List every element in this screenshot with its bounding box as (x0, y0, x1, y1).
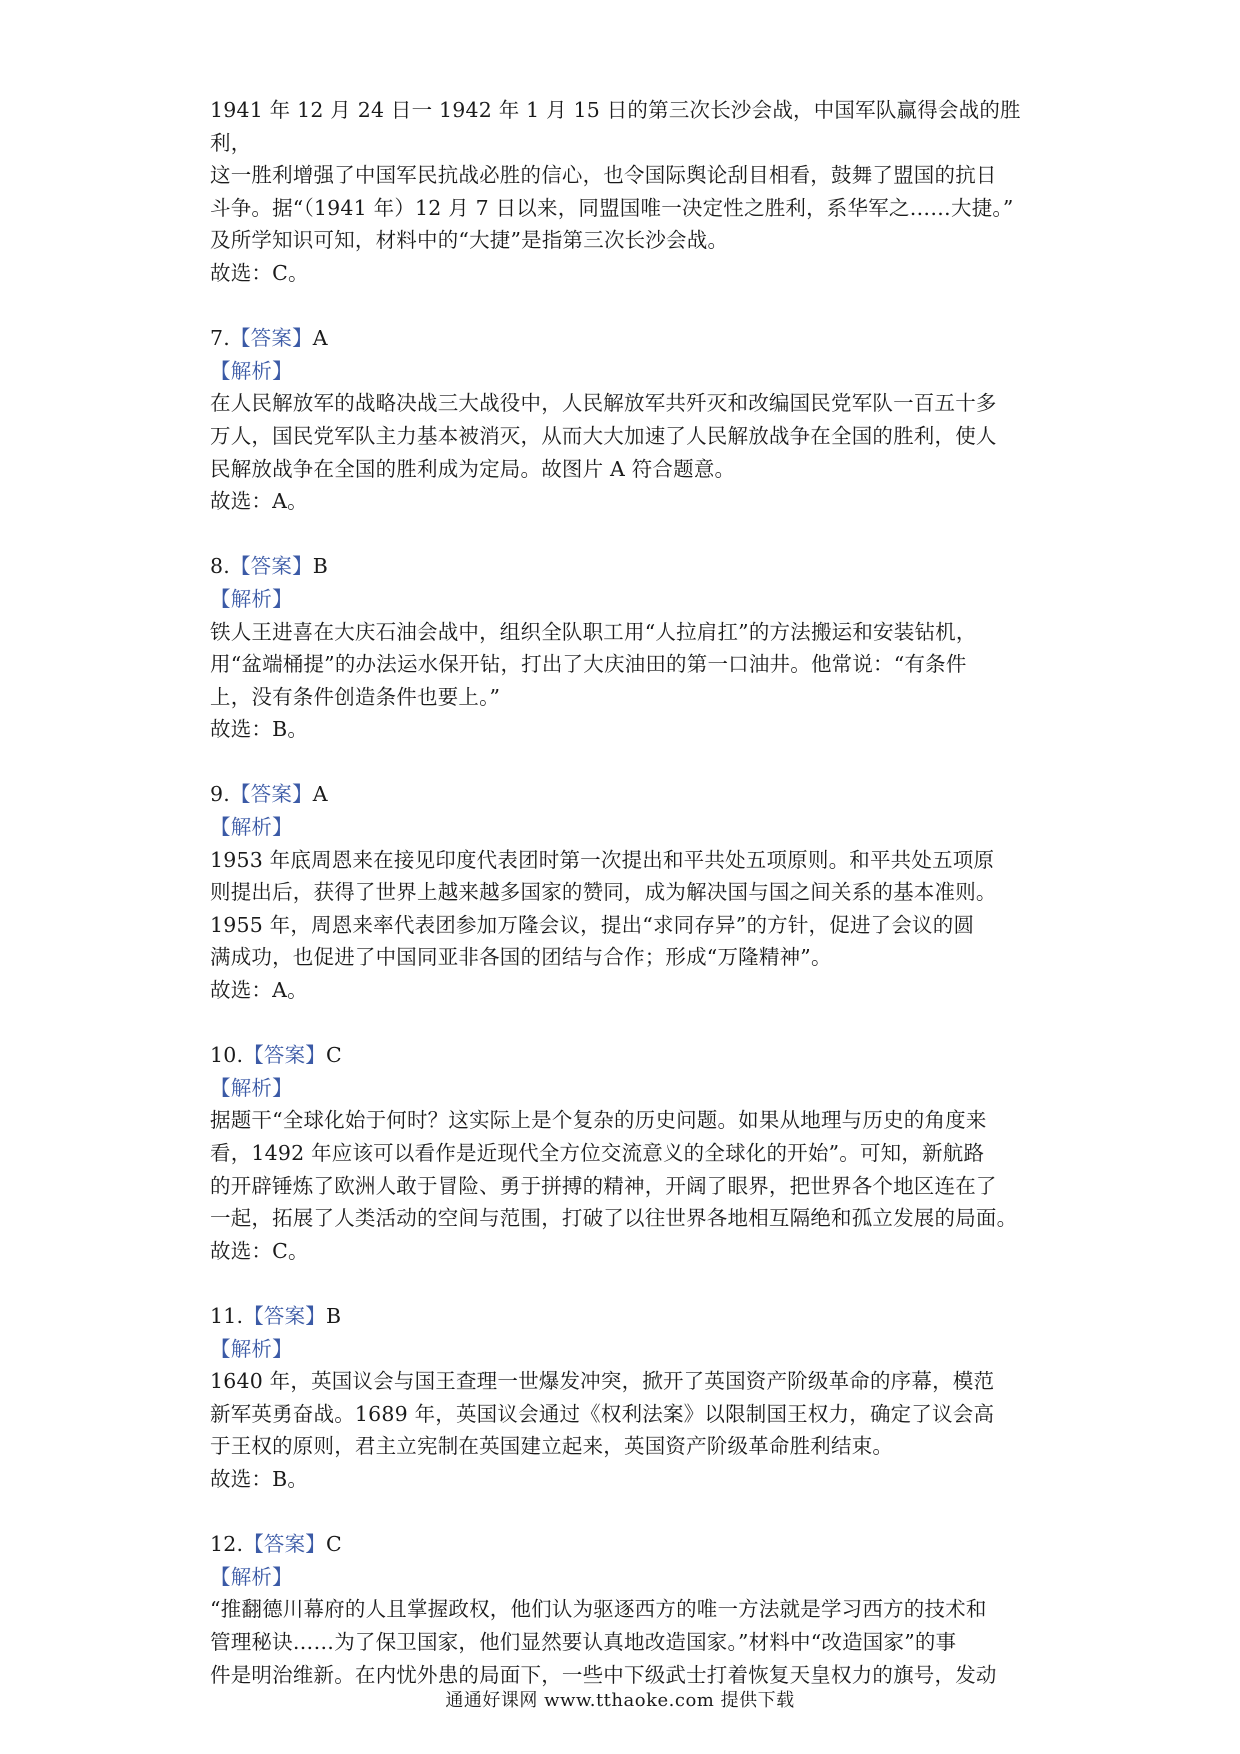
analysis-label: 【解析】 (210, 586, 293, 611)
choice-line: 故选：B。 (210, 717, 309, 742)
question-8 (210, 550, 1050, 746)
analysis-line: 据题干“全球化始于何时？这实际上是个复杂的历史问题。如果从地理与历史的角度来 (210, 1108, 987, 1133)
analysis-label: 【解析】 (210, 1075, 293, 1100)
answer-label: 【答案】 (229, 554, 313, 579)
answer-line (210, 550, 1050, 583)
answer-label: 【答案】 (243, 1532, 327, 1557)
analysis-line: 民解放战争在全国的胜利成为定局。故图片 A 符合题意。 (210, 456, 736, 481)
analysis-line: 管理秘诀……为了保卫国家，他们显然要认真地改造国家。”材料中“改造国家”的事 (210, 1629, 957, 1654)
answer-line (210, 778, 1050, 811)
question-12 (210, 1528, 1050, 1691)
analysis-line: 上，没有条件创造条件也要上。” (210, 684, 501, 709)
answer-label: 【答案】 (243, 1303, 327, 1328)
analysis-line: 新军英勇奋战。1689 年，英国议会通过《权利法案》以限制国王权力，确定了议会高 (210, 1401, 995, 1426)
intro-line: 1941 年 12 月 24 日一 1942 年 1 月 15 日的第三次长沙会战，中国军队赢得会战的胜利， (210, 98, 1021, 155)
question-number: 8. (210, 554, 230, 579)
analysis-line: 用“盆端桶提”的办法运水保开钻，打出了大庆油田的第一口油井。他常说：“有条件 (210, 652, 967, 677)
answer-value: A (312, 326, 328, 351)
analysis-label: 【解析】 (210, 815, 293, 840)
analysis-line: 1953 年底周恩来在接见印度代表团时第一次提出和平共处五项原则。和平共处五项原 (210, 847, 995, 872)
answer-line (210, 1528, 1050, 1561)
choice-line: 故选：A。 (210, 489, 308, 514)
intro-line: 及所学知识可知，材料中的“大捷”是指第三次长沙会战。 (210, 228, 729, 253)
question-number: 7. (210, 326, 230, 351)
answer-value: A (312, 782, 328, 807)
analysis-line: 的开辟锤炼了欧洲人敢于冒险、勇于拼搏的精神，开阔了眼界，把世界各个地区连在了 (210, 1173, 997, 1198)
analysis-line: 万人，国民党军队主力基本被消灭，从而大大加速了人民解放战争在全国的胜利，使人 (210, 423, 997, 448)
analysis-line: 一起，拓展了人类活动的空间与范围，打破了以往世界各地相互隔绝和孤立发展的局面。 (210, 1206, 1018, 1231)
analysis-label: 【解析】 (210, 358, 293, 383)
question-10 (210, 1039, 1050, 1267)
question-number: 11. (210, 1303, 244, 1328)
choice-line: 故选：B。 (210, 1466, 309, 1491)
question-number: 10. (210, 1043, 244, 1068)
page-footer: 通通好课网 www.tthaoke.com 提供下载 (445, 1690, 795, 1711)
answer-content (210, 94, 1050, 1691)
question-number: 12. (210, 1532, 244, 1557)
analysis-line: 件是明治维新。在内忧外患的局面下，一些中下级武士打着恢复天皇权力的旗号，发动 (210, 1662, 997, 1687)
answer-value: B (312, 554, 329, 579)
analysis-line: 1955 年，周恩来率代表团参加万隆会议，提出“求同存异”的方针，促进了会议的圆 (210, 912, 975, 937)
intro-line: 斗争。据“（1941 年）12 月 7 日以来，同盟国唯一决定性之胜利，系华军之……大捷。” (210, 195, 1014, 220)
analysis-label: 【解析】 (210, 1336, 293, 1361)
analysis-label: 【解析】 (210, 1564, 293, 1589)
intro-choice: 故选：C。 (210, 260, 309, 285)
question-9 (210, 778, 1050, 1006)
analysis-line: 满成功，也促进了中国同亚非各国的团结与合作；形成“万隆精神”。 (210, 945, 832, 970)
analysis-line: “推翻德川幕府的人且掌握政权，他们认为驱逐西方的唯一方法就是学习西方的技术和 (210, 1597, 987, 1622)
question-number: 9. (210, 782, 230, 807)
intro-line: 这一胜利增强了中国军民抗战必胜的信心，也令国际舆论刮目相看，鼓舞了盟国的抗日 (210, 163, 997, 188)
intro-block (210, 94, 1050, 290)
answer-label: 【答案】 (229, 326, 313, 351)
answer-value: B (326, 1303, 342, 1328)
analysis-line: 于王权的原则，君主立宪制在英国建立起来，英国资产阶级革命胜利结束。 (210, 1434, 894, 1459)
answer-value: C (326, 1532, 342, 1557)
question-11 (210, 1300, 1050, 1496)
choice-line: 故选：C。 (210, 1238, 309, 1263)
analysis-line: 则提出后，获得了世界上越来越多国家的赞同，成为解决国与国之间关系的基本准则。 (210, 880, 997, 905)
choice-line: 故选：A。 (210, 978, 308, 1003)
answer-line (210, 1039, 1050, 1072)
analysis-line: 1640 年，英国议会与国王查理一世爆发冲突，掀开了英国资产阶级革命的序幕，模范 (210, 1369, 995, 1394)
answer-line (210, 322, 1050, 355)
analysis-line: 看，1492 年应该可以看作是近现代全方位交流意义的全球化的开始”。可知，新航路 (210, 1141, 985, 1165)
question-7 (210, 322, 1050, 518)
answer-line (210, 1300, 1050, 1333)
analysis-line: 铁人王进喜在大庆石油会战中，组织全队职工用“人拉肩扛”的方法搬运和安装钻机， (210, 619, 977, 644)
answer-value: C (326, 1043, 342, 1068)
answer-label: 【答案】 (243, 1043, 327, 1068)
answer-label: 【答案】 (229, 782, 313, 807)
analysis-line: 在人民解放军的战略决战三大战役中，人民解放军共歼灭和改编国民党军队一百五十多 (210, 391, 997, 416)
